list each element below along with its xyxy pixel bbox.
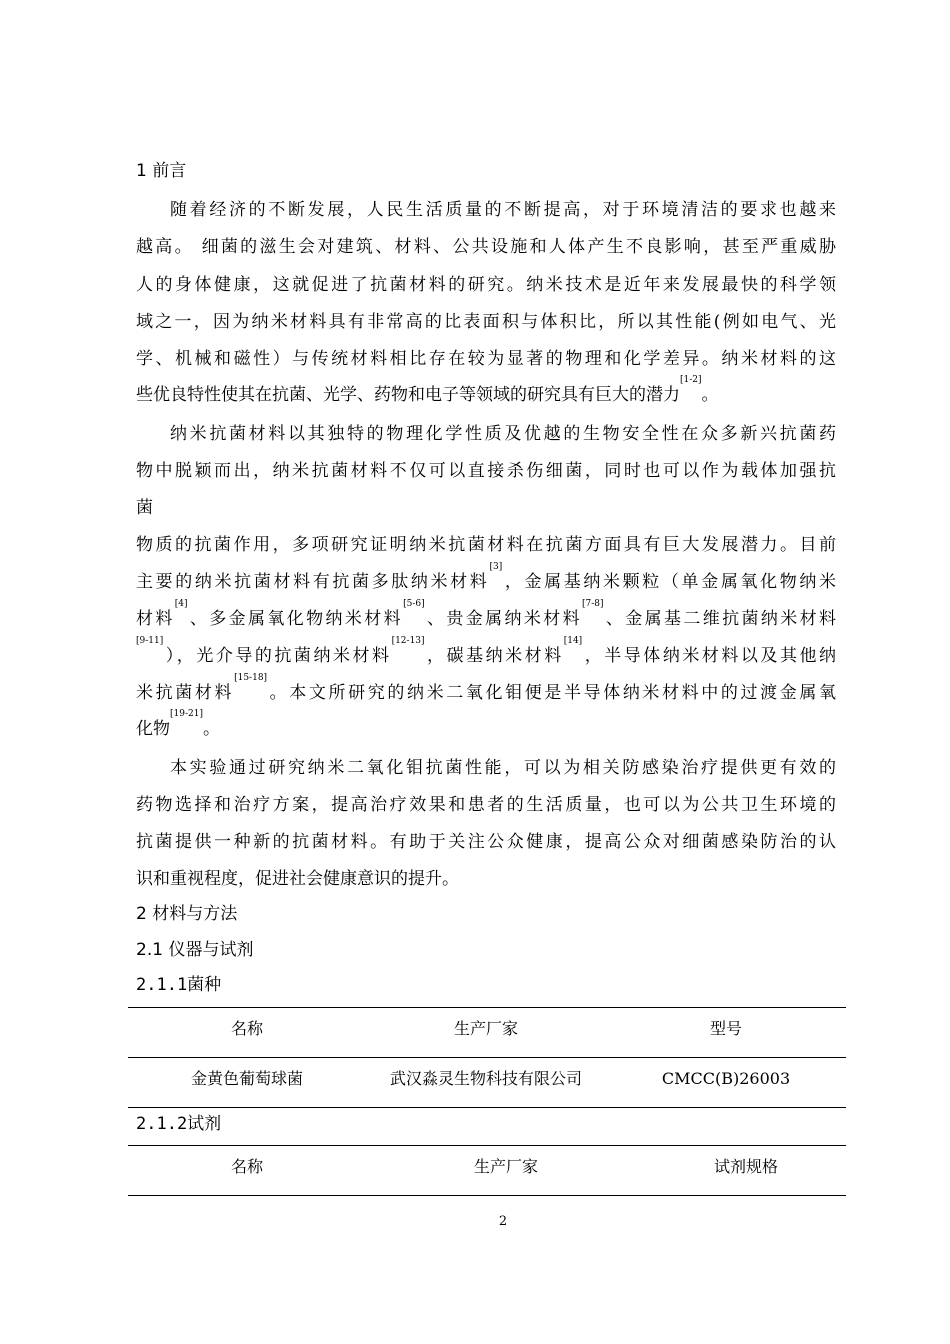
subsection-2-1-heading: 2.1 仪器与试剂 (136, 940, 254, 960)
text-line: 识和重视程度，促进社会健康意识的提升。 (136, 869, 459, 889)
citation: [1-2] (680, 375, 702, 385)
citation: [7-8] (581, 599, 604, 609)
text-line: 域之一，因为纳米材料具有非常高的比表面积与体积比，所以其性能(例如电气、光 (136, 312, 836, 332)
table-top-rule (128, 1145, 846, 1146)
text-line: 主要的纳米抗菌材料有抗菌多肽纳米材料[3]，金属基纳米颗粒（单金属氧化物纳米 (136, 562, 837, 592)
table-cell: 金黄色葡萄球菌 (190, 1069, 304, 1088)
text-line: 物质的抗菌作用，多项研究证明纳米抗菌材料在抗菌方面具有巨大发展潜力。目前 (136, 535, 836, 555)
table-header-model: 型号 (709, 1019, 743, 1038)
table-header-name: 名称 (230, 1157, 264, 1176)
text-line: 学、机械和磁性）与传统材料相比存在较为显著的物理和化学差异。纳米材料的这 (136, 349, 836, 369)
citation: [15-18] (234, 673, 268, 683)
table-bottom-rule (128, 1107, 846, 1108)
table-header-manufacturer: 生产厂家 (473, 1157, 539, 1176)
text-line: 化物[19-21]。 (136, 709, 220, 739)
citation: [4] (174, 599, 188, 609)
citation: [14] (563, 636, 583, 646)
citation: [3] (489, 562, 503, 572)
table-cell: 武汉淼灵生物科技有限公司 (389, 1069, 583, 1088)
citation: [5-6] (403, 599, 425, 609)
citation: [19-21] (170, 709, 203, 719)
text-line: [9-11]），光介导的抗菌纳米材料[12-13]，碳基纳米材料[14]，半导体纳米材料以及其他纳 (136, 636, 837, 666)
subsection-2-1-1-heading: 2.1.1菌种 (136, 975, 222, 995)
text-line: 人的身体健康，这就促进了抗菌材料的研究。纳米技术是近年来发展最快的科学领 (136, 275, 836, 295)
citation: [12-13] (391, 636, 425, 646)
table-cell: CMCC(B)26003 (661, 1069, 791, 1088)
text-line: 米抗菌材料[15-18]。本文所研究的纳米二氧化钼便是半导体纳米材料中的过渡金属氧 (136, 673, 836, 703)
section-1-heading: 1 前言 (136, 161, 187, 181)
text-line: 药物选择和治疗方案，提高治疗效果和患者的生活质量，也可以为公共卫生环境的 (136, 795, 836, 815)
text-line: 纳米抗菌材料以其独特的物理化学性质及优越的生物安全性在众多新兴抗菌药 (170, 424, 836, 444)
text-line: 本实验通过研究纳米二氧化钼抗菌性能，可以为相关防感染治疗提供更有效的 (170, 758, 836, 778)
table-header-name: 名称 (230, 1019, 264, 1038)
page-number: 2 (498, 1214, 508, 1229)
table-top-rule (128, 1007, 846, 1008)
text-line: 越高。 细菌的滋生会对建筑、材料、公共设施和人体产生不良影响，甚至严重威胁 (136, 237, 836, 257)
text-line: 些优良特性使其在抗菌、光学、药物和电子等领域的研究具有巨大的潜力[1-2]。 (136, 375, 719, 405)
subsection-2-1-2-heading: 2.1.2试剂 (136, 1114, 222, 1134)
table-header-manufacturer: 生产厂家 (453, 1019, 519, 1038)
text-line: 抗菌提供一种新的抗菌材料。有助于关注公众健康，提高公众对细菌感染防治的认 (136, 832, 836, 852)
table-header-rule (128, 1057, 846, 1058)
text-line: 物中脱颖而出，纳米抗菌材料不仅可以直接杀伤细菌，同时也可以作为载体加强抗 (136, 461, 836, 481)
section-2-heading: 2 材料与方法 (136, 904, 238, 924)
citation: [9-11] (136, 636, 164, 646)
table-header-rule (128, 1195, 846, 1196)
table-header-spec: 试剂规格 (713, 1157, 779, 1176)
text-line: 材料[4]、多金属氧化物纳米材料[5-6]、贵金属纳米材料[7-8]、金属基二维抗菌纳米材料 (136, 599, 837, 629)
text-line: 随着经济的不断发展，人民生活质量的不断提高，对于环境清洁的要求也越来 (170, 200, 836, 220)
text-line: 菌 (136, 498, 153, 518)
